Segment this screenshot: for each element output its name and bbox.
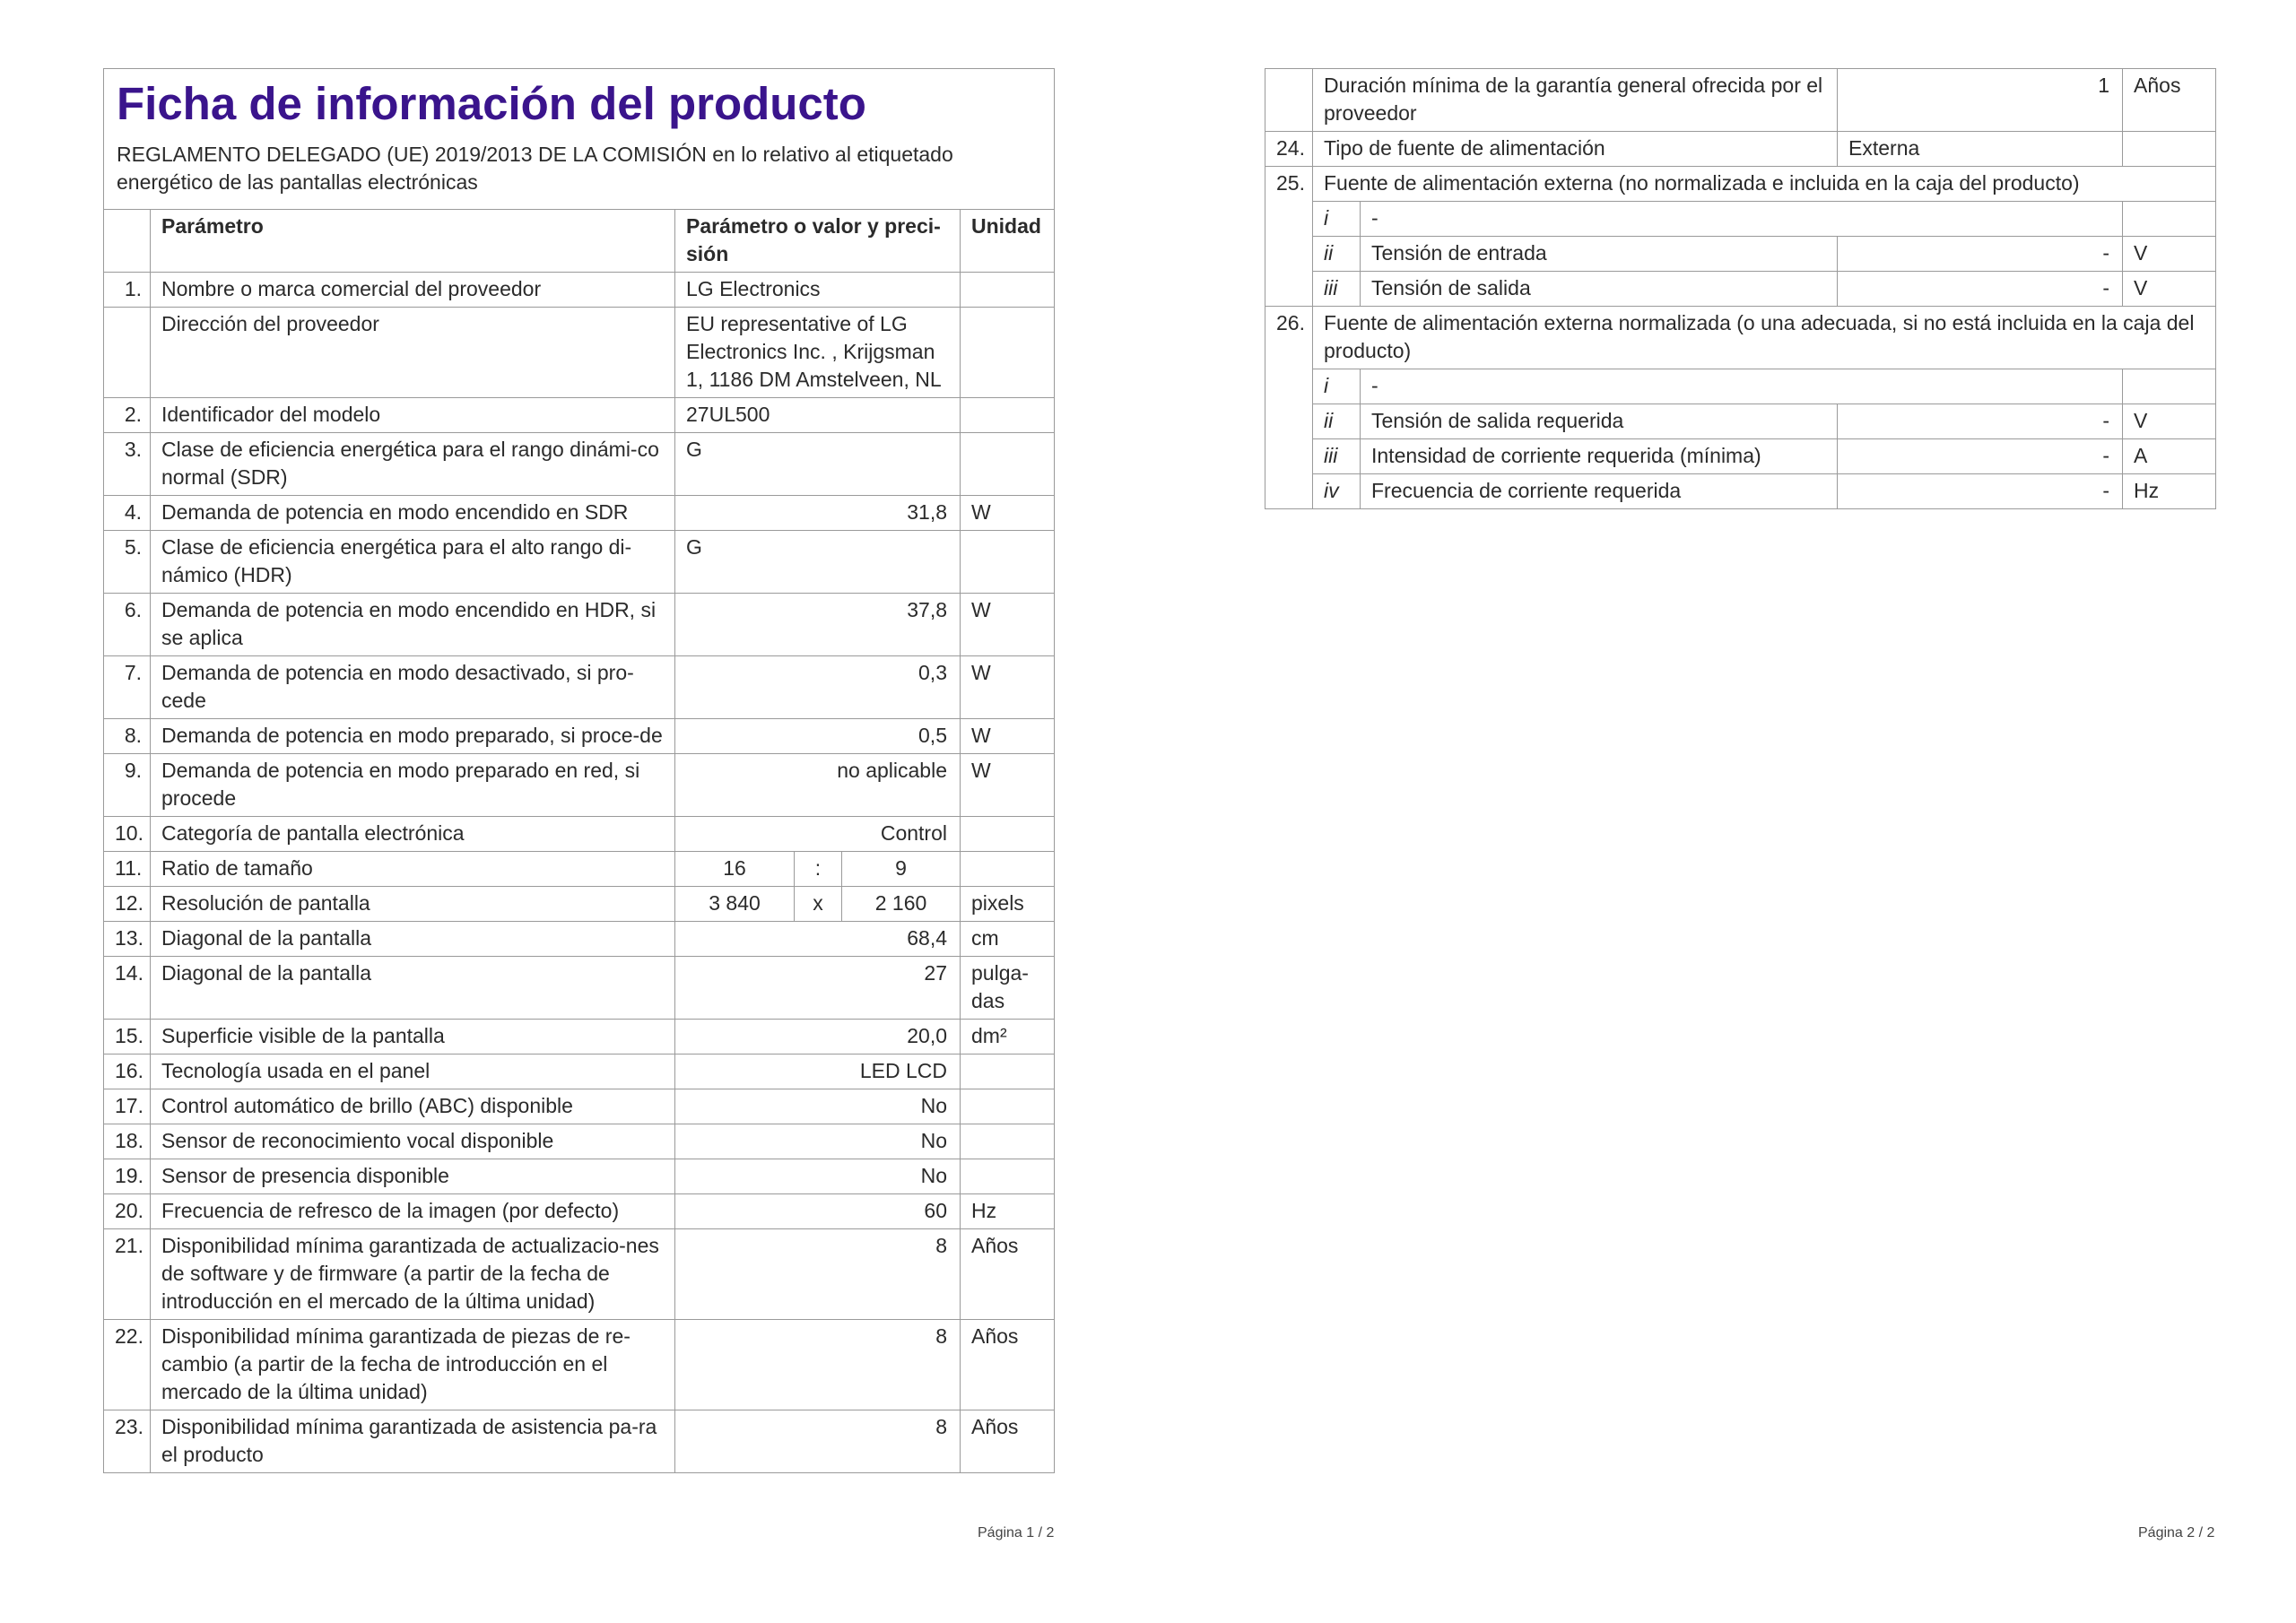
table-row xyxy=(104,852,1055,887)
parameter-cell: Tecnología usada en el panel xyxy=(151,1055,675,1089)
row-number: 6. xyxy=(104,594,151,656)
table-row xyxy=(104,1194,1055,1229)
header-row xyxy=(104,210,1055,273)
table-row xyxy=(1265,69,2216,132)
ratio-separator: x xyxy=(795,887,842,922)
row-number: 26. xyxy=(1265,307,1313,509)
row-number: 18. xyxy=(104,1124,151,1159)
table-row xyxy=(104,531,1055,594)
row-number: 9. xyxy=(104,754,151,817)
parameter-cell: Clase de eficiencia energética para el alto rango di-námico (HDR) xyxy=(151,531,675,594)
sub-item-numeral: ii xyxy=(1313,237,1361,272)
table-row xyxy=(104,1159,1055,1194)
row-number: 1. xyxy=(104,273,151,308)
ratio-right-value: 2 160 xyxy=(842,887,961,922)
value-cell: 27UL500 xyxy=(675,398,961,433)
parameter-cell: Disponibilidad mínima garantizada de asistencia pa-ra el producto xyxy=(151,1410,675,1473)
parameter-cell: Tensión de entrada xyxy=(1361,237,1838,272)
parameter-cell: Diagonal de la pantalla xyxy=(151,922,675,957)
unit-cell: Hz xyxy=(2123,474,2216,509)
row-number: 16. xyxy=(104,1055,151,1089)
value-cell: - xyxy=(1838,439,2123,474)
value-cell: Control xyxy=(675,817,961,852)
unit-cell: cm xyxy=(961,922,1055,957)
value-cell: Externa xyxy=(1838,132,2123,167)
unit-cell: pixels xyxy=(961,887,1055,922)
page-number-2: Página 2 / 2 xyxy=(2138,1525,2215,1541)
table-row xyxy=(104,398,1055,433)
unit-cell: Años xyxy=(961,1229,1055,1320)
parameter-cell: Clase de eficiencia energética para el rango dinámi-co normal (SDR) xyxy=(151,433,675,496)
row-number xyxy=(104,308,151,398)
unit-cell: W xyxy=(961,656,1055,719)
value-cell: - xyxy=(1838,237,2123,272)
table-row xyxy=(104,1320,1055,1410)
value-cell: - xyxy=(1838,272,2123,307)
parameter-cell: Frecuencia de corriente requerida xyxy=(1361,474,1838,509)
table-row xyxy=(104,1089,1055,1124)
value-cell: No xyxy=(675,1089,961,1124)
table-row xyxy=(104,496,1055,531)
row-number: 17. xyxy=(104,1089,151,1124)
table-row xyxy=(104,1229,1055,1320)
parameter-cell: Tensión de salida requerida xyxy=(1361,404,1838,439)
header-unit: Unidad xyxy=(961,210,1055,273)
sub-item-numeral: i xyxy=(1313,202,1361,237)
table-row xyxy=(104,887,1055,922)
value-cell: 8 xyxy=(675,1410,961,1473)
parameter-cell: Tensión de salida xyxy=(1361,272,1838,307)
value-cell: No xyxy=(675,1159,961,1194)
table-row xyxy=(1265,439,2216,474)
unit-cell xyxy=(961,1159,1055,1194)
value-cell: 20,0 xyxy=(675,1020,961,1055)
unit-cell xyxy=(961,1089,1055,1124)
unit-cell: pulga-das xyxy=(961,957,1055,1020)
value-cell: no aplicable xyxy=(675,754,961,817)
ratio-left-value: 16 xyxy=(675,852,795,887)
parameter-cell: Demanda de potencia en modo desactivado, si pro-cede xyxy=(151,656,675,719)
row-number: 11. xyxy=(104,852,151,887)
table-row xyxy=(1265,202,2216,237)
table-row xyxy=(1265,307,2216,369)
row-number: 4. xyxy=(104,496,151,531)
unit-cell xyxy=(2123,202,2216,237)
table-row xyxy=(1265,272,2216,307)
table-row xyxy=(104,957,1055,1020)
sub-item-numeral: iii xyxy=(1313,272,1361,307)
parameter-cell: Resolución de pantalla xyxy=(151,887,675,922)
table-row xyxy=(104,1055,1055,1089)
power-supply-table xyxy=(1265,68,2216,509)
unit-cell: W xyxy=(961,496,1055,531)
row-number: 8. xyxy=(104,719,151,754)
parameter-cell: Nombre o marca comercial del proveedor xyxy=(151,273,675,308)
sub-item-numeral: iv xyxy=(1313,474,1361,509)
parameter-cell: Disponibilidad mínima garantizada de actualizacio-nes de software y de firmware (a partir de la fecha de introducción en el mercado de la última unidad) xyxy=(151,1229,675,1320)
table-row xyxy=(1265,474,2216,509)
parameter-cell: Demanda de potencia en modo encendido en HDR, si se aplica xyxy=(151,594,675,656)
table-row xyxy=(104,656,1055,719)
row-number: 2. xyxy=(104,398,151,433)
parameter-cell: Ratio de tamaño xyxy=(151,852,675,887)
row-number: 23. xyxy=(104,1410,151,1473)
ratio-separator: : xyxy=(795,852,842,887)
section-title-cell: Fuente de alimentación externa normalizada (o una adecuada, si no está incluida en la caja del producto) xyxy=(1313,307,2216,369)
parameter-cell: Identificador del modelo xyxy=(151,398,675,433)
regulation-subtitle: REGLAMENTO DELEGADO (UE) 2019/2013 DE LA COMISIÓN en lo relativo al etiquetado energético de las pantallas electrónicas xyxy=(117,143,953,194)
parameter-cell: Demanda de potencia en modo preparado en red, si procede xyxy=(151,754,675,817)
section-title-cell: Fuente de alimentación externa (no normalizada e incluida en la caja del producto) xyxy=(1313,167,2216,202)
row-number: 24. xyxy=(1265,132,1313,167)
unit-cell: Años xyxy=(961,1320,1055,1410)
unit-cell xyxy=(961,1124,1055,1159)
table-row xyxy=(1265,369,2216,404)
sub-item-value: - xyxy=(1361,202,2123,237)
row-number: 20. xyxy=(104,1194,151,1229)
table-row xyxy=(104,719,1055,754)
header-parameter: Parámetro xyxy=(151,210,675,273)
unit-cell xyxy=(2123,132,2216,167)
row-number: 25. xyxy=(1265,167,1313,307)
table-row xyxy=(104,1124,1055,1159)
row-number: 22. xyxy=(104,1320,151,1410)
value-cell: LG Electronics xyxy=(675,273,961,308)
table-row xyxy=(104,1020,1055,1055)
unit-cell xyxy=(961,308,1055,398)
table-row xyxy=(104,433,1055,496)
row-number: 10. xyxy=(104,817,151,852)
unit-cell: V xyxy=(2123,404,2216,439)
table-row xyxy=(104,754,1055,817)
unit-cell xyxy=(961,273,1055,308)
value-cell: 31,8 xyxy=(675,496,961,531)
value-cell: EU representative of LG Electronics Inc. , Krijgsman 1, 1186 DM Amstelveen, NL xyxy=(675,308,961,398)
page-1 xyxy=(103,68,1054,1473)
table-row xyxy=(104,817,1055,852)
sub-item-value: - xyxy=(1361,369,2123,404)
parameter-cell: Disponibilidad mínima garantizada de piezas de re-cambio (a partir de la fecha de introducción en el mercado de la última unidad) xyxy=(151,1320,675,1410)
sub-item-numeral: iii xyxy=(1313,439,1361,474)
value-cell: 37,8 xyxy=(675,594,961,656)
unit-cell: W xyxy=(961,754,1055,817)
table-row xyxy=(1265,132,2216,167)
row-number: 12. xyxy=(104,887,151,922)
parameter-cell: Demanda de potencia en modo preparado, si proce-de xyxy=(151,719,675,754)
unit-cell xyxy=(2123,369,2216,404)
unit-cell: Hz xyxy=(961,1194,1055,1229)
product-info-table xyxy=(103,68,1055,1473)
value-cell: 8 xyxy=(675,1229,961,1320)
row-number: 19. xyxy=(104,1159,151,1194)
unit-cell xyxy=(961,817,1055,852)
row-number: 7. xyxy=(104,656,151,719)
unit-cell: A xyxy=(2123,439,2216,474)
header-value: Parámetro o valor y preci-sión xyxy=(675,210,961,273)
row-number: 21. xyxy=(104,1229,151,1320)
table-row xyxy=(104,308,1055,398)
page-number-1: Página 1 / 2 xyxy=(978,1525,1055,1541)
value-cell: 1 xyxy=(1838,69,2123,132)
parameter-cell: Demanda de potencia en modo encendido en SDR xyxy=(151,496,675,531)
row-number: 15. xyxy=(104,1020,151,1055)
header-number-cell xyxy=(104,210,151,273)
table-row xyxy=(104,1410,1055,1473)
title-row xyxy=(104,69,1055,210)
parameter-cell: Intensidad de corriente requerida (mínima) xyxy=(1361,439,1838,474)
value-cell: 0,3 xyxy=(675,656,961,719)
value-cell: - xyxy=(1838,474,2123,509)
value-cell: - xyxy=(1838,404,2123,439)
parameter-cell: Superficie visible de la pantalla xyxy=(151,1020,675,1055)
value-cell: 60 xyxy=(675,1194,961,1229)
row-number: 5. xyxy=(104,531,151,594)
unit-cell: V xyxy=(2123,237,2216,272)
value-cell: 27 xyxy=(675,957,961,1020)
row-number: 3. xyxy=(104,433,151,496)
unit-cell: W xyxy=(961,594,1055,656)
sub-item-numeral: i xyxy=(1313,369,1361,404)
parameter-cell: Dirección del proveedor xyxy=(151,308,675,398)
value-cell: G xyxy=(675,433,961,496)
table-row xyxy=(104,594,1055,656)
parameter-cell: Categoría de pantalla electrónica xyxy=(151,817,675,852)
table-row xyxy=(104,922,1055,957)
unit-cell: dm² xyxy=(961,1020,1055,1055)
value-cell: 0,5 xyxy=(675,719,961,754)
value-cell: 8 xyxy=(675,1320,961,1410)
document-title: Ficha de información del producto xyxy=(117,78,866,129)
unit-cell: Años xyxy=(961,1410,1055,1473)
value-cell: G xyxy=(675,531,961,594)
row-number xyxy=(1265,69,1313,132)
unit-cell xyxy=(961,531,1055,594)
unit-cell xyxy=(961,1055,1055,1089)
parameter-cell: Tipo de fuente de alimentación xyxy=(1313,132,1838,167)
parameter-cell: Control automático de brillo (ABC) disponible xyxy=(151,1089,675,1124)
ratio-right-value: 9 xyxy=(842,852,961,887)
parameter-cell: Duración mínima de la garantía general ofrecida por el proveedor xyxy=(1313,69,1838,132)
unit-cell: V xyxy=(2123,272,2216,307)
parameter-cell: Diagonal de la pantalla xyxy=(151,957,675,1020)
unit-cell: W xyxy=(961,719,1055,754)
value-cell: No xyxy=(675,1124,961,1159)
row-number: 13. xyxy=(104,922,151,957)
title-cell xyxy=(104,69,1055,210)
parameter-cell: Sensor de reconocimiento vocal disponible xyxy=(151,1124,675,1159)
table-row xyxy=(1265,237,2216,272)
row-number: 14. xyxy=(104,957,151,1020)
unit-cell xyxy=(961,433,1055,496)
sub-item-numeral: ii xyxy=(1313,404,1361,439)
value-cell: LED LCD xyxy=(675,1055,961,1089)
ratio-left-value: 3 840 xyxy=(675,887,795,922)
parameter-cell: Frecuencia de refresco de la imagen (por defecto) xyxy=(151,1194,675,1229)
unit-cell xyxy=(961,852,1055,887)
value-cell: 68,4 xyxy=(675,922,961,957)
table-row xyxy=(1265,167,2216,202)
unit-cell: Años xyxy=(2123,69,2216,132)
parameter-cell: Sensor de presencia disponible xyxy=(151,1159,675,1194)
page-2 xyxy=(1265,68,2215,509)
table-row xyxy=(104,273,1055,308)
table-row xyxy=(1265,404,2216,439)
unit-cell xyxy=(961,398,1055,433)
